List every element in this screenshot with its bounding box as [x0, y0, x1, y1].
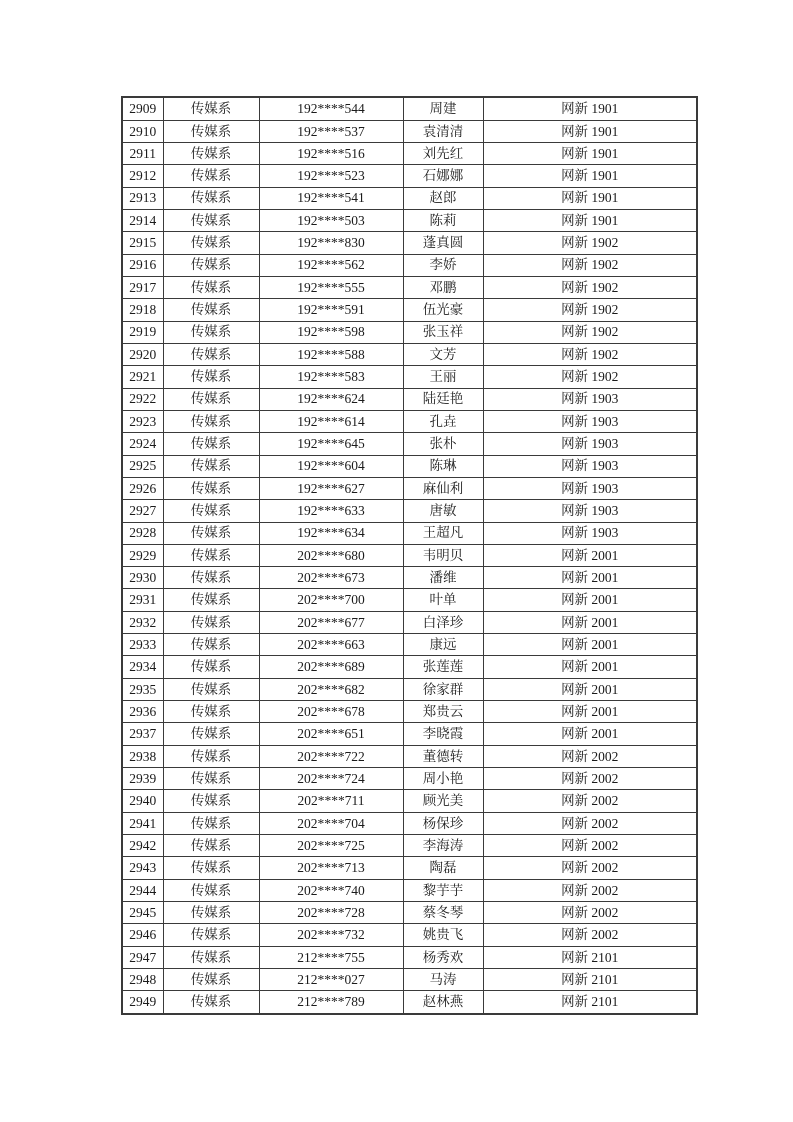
department-cell: 传媒系 — [163, 232, 259, 254]
name-cell: 麻仙利 — [403, 477, 483, 499]
student-roster-table — [121, 96, 698, 1015]
department-cell: 传媒系 — [163, 790, 259, 812]
table-row — [122, 634, 697, 656]
student-id-cell: 212****789 — [259, 991, 403, 1014]
name-cell: 康远 — [403, 634, 483, 656]
student-id-cell: 202****700 — [259, 589, 403, 611]
table-row — [122, 567, 697, 589]
class-cell: 网新 1902 — [483, 343, 697, 365]
serial-cell: 2921 — [122, 366, 163, 388]
name-cell: 徐家群 — [403, 678, 483, 700]
department-cell: 传媒系 — [163, 522, 259, 544]
name-cell: 石娜娜 — [403, 165, 483, 187]
name-cell: 陆廷艳 — [403, 388, 483, 410]
class-cell: 网新 1901 — [483, 165, 697, 187]
table-row — [122, 254, 697, 276]
student-id-cell: 192****544 — [259, 97, 403, 120]
department-cell: 传媒系 — [163, 120, 259, 142]
student-id-cell: 192****604 — [259, 455, 403, 477]
serial-cell: 2939 — [122, 768, 163, 790]
class-cell: 网新 1902 — [483, 276, 697, 298]
student-id-cell: 202****663 — [259, 634, 403, 656]
department-cell: 传媒系 — [163, 589, 259, 611]
serial-cell: 2949 — [122, 991, 163, 1014]
serial-cell: 2909 — [122, 97, 163, 120]
class-cell: 网新 2001 — [483, 701, 697, 723]
class-cell: 网新 2001 — [483, 656, 697, 678]
student-id-cell: 192****503 — [259, 209, 403, 231]
department-cell: 传媒系 — [163, 209, 259, 231]
name-cell: 李娇 — [403, 254, 483, 276]
serial-cell: 2942 — [122, 835, 163, 857]
table-row — [122, 812, 697, 834]
table-row — [122, 969, 697, 991]
class-cell: 网新 1901 — [483, 209, 697, 231]
department-cell: 传媒系 — [163, 366, 259, 388]
department-cell: 传媒系 — [163, 455, 259, 477]
name-cell: 马涛 — [403, 969, 483, 991]
class-cell: 网新 2002 — [483, 812, 697, 834]
serial-cell: 2911 — [122, 142, 163, 164]
serial-cell: 2929 — [122, 544, 163, 566]
department-cell: 传媒系 — [163, 165, 259, 187]
class-cell: 网新 2101 — [483, 969, 697, 991]
serial-cell: 2916 — [122, 254, 163, 276]
table-row — [122, 343, 697, 365]
table-row — [122, 857, 697, 879]
student-id-cell: 202****724 — [259, 768, 403, 790]
table-row — [122, 299, 697, 321]
table-row — [122, 589, 697, 611]
table-row — [122, 455, 697, 477]
department-cell: 传媒系 — [163, 723, 259, 745]
department-cell: 传媒系 — [163, 97, 259, 120]
name-cell: 王超凡 — [403, 522, 483, 544]
serial-cell: 2943 — [122, 857, 163, 879]
table-row — [122, 165, 697, 187]
serial-cell: 2912 — [122, 165, 163, 187]
serial-cell: 2933 — [122, 634, 163, 656]
department-cell: 传媒系 — [163, 276, 259, 298]
serial-cell: 2928 — [122, 522, 163, 544]
student-id-cell: 192****624 — [259, 388, 403, 410]
student-id-cell: 192****516 — [259, 142, 403, 164]
class-cell: 网新 1903 — [483, 500, 697, 522]
serial-cell: 2944 — [122, 879, 163, 901]
serial-cell: 2932 — [122, 611, 163, 633]
table-row — [122, 232, 697, 254]
class-cell: 网新 1901 — [483, 142, 697, 164]
table-row — [122, 924, 697, 946]
table-row — [122, 902, 697, 924]
student-id-cell: 192****614 — [259, 410, 403, 432]
class-cell: 网新 2001 — [483, 567, 697, 589]
class-cell: 网新 1903 — [483, 477, 697, 499]
table-row — [122, 209, 697, 231]
name-cell: 韦明贝 — [403, 544, 483, 566]
class-cell: 网新 2002 — [483, 902, 697, 924]
class-cell: 网新 1903 — [483, 388, 697, 410]
student-id-cell: 192****588 — [259, 343, 403, 365]
table-row — [122, 477, 697, 499]
serial-cell: 2945 — [122, 902, 163, 924]
class-cell: 网新 2002 — [483, 835, 697, 857]
department-cell: 传媒系 — [163, 969, 259, 991]
name-cell: 邓鹏 — [403, 276, 483, 298]
serial-cell: 2922 — [122, 388, 163, 410]
department-cell: 传媒系 — [163, 321, 259, 343]
serial-cell: 2926 — [122, 477, 163, 499]
name-cell: 白泽珍 — [403, 611, 483, 633]
class-cell: 网新 1902 — [483, 321, 697, 343]
class-cell: 网新 1902 — [483, 299, 697, 321]
serial-cell: 2934 — [122, 656, 163, 678]
class-cell: 网新 2002 — [483, 745, 697, 767]
table-row — [122, 388, 697, 410]
class-cell: 网新 1903 — [483, 455, 697, 477]
table-row — [122, 410, 697, 432]
name-cell: 杨秀欢 — [403, 946, 483, 968]
serial-cell: 2940 — [122, 790, 163, 812]
class-cell: 网新 1901 — [483, 187, 697, 209]
student-id-cell: 202****673 — [259, 567, 403, 589]
serial-cell: 2925 — [122, 455, 163, 477]
name-cell: 陈莉 — [403, 209, 483, 231]
name-cell: 李海涛 — [403, 835, 483, 857]
department-cell: 传媒系 — [163, 924, 259, 946]
student-id-cell: 212****755 — [259, 946, 403, 968]
serial-cell: 2924 — [122, 433, 163, 455]
serial-cell: 2937 — [122, 723, 163, 745]
table-row — [122, 656, 697, 678]
student-id-cell: 202****713 — [259, 857, 403, 879]
table-row — [122, 97, 697, 120]
department-cell: 传媒系 — [163, 433, 259, 455]
name-cell: 陈琳 — [403, 455, 483, 477]
class-cell: 网新 2001 — [483, 589, 697, 611]
student-id-cell: 202****680 — [259, 544, 403, 566]
name-cell: 黎芋芋 — [403, 879, 483, 901]
serial-cell: 2930 — [122, 567, 163, 589]
table-row — [122, 544, 697, 566]
table-row — [122, 321, 697, 343]
student-id-cell: 202****677 — [259, 611, 403, 633]
department-cell: 传媒系 — [163, 991, 259, 1014]
student-id-cell: 202****689 — [259, 656, 403, 678]
class-cell: 网新 1903 — [483, 410, 697, 432]
department-cell: 传媒系 — [163, 477, 259, 499]
serial-cell: 2920 — [122, 343, 163, 365]
class-cell: 网新 2002 — [483, 768, 697, 790]
student-id-cell: 202****732 — [259, 924, 403, 946]
name-cell: 伍光豪 — [403, 299, 483, 321]
table-row — [122, 366, 697, 388]
department-cell: 传媒系 — [163, 857, 259, 879]
serial-cell: 2927 — [122, 500, 163, 522]
table-row — [122, 701, 697, 723]
student-id-cell: 202****740 — [259, 879, 403, 901]
name-cell: 张莲莲 — [403, 656, 483, 678]
serial-cell: 2915 — [122, 232, 163, 254]
class-cell: 网新 1903 — [483, 433, 697, 455]
class-cell: 网新 2001 — [483, 634, 697, 656]
student-id-cell: 202****711 — [259, 790, 403, 812]
class-cell: 网新 2002 — [483, 879, 697, 901]
name-cell: 唐敏 — [403, 500, 483, 522]
table-row — [122, 879, 697, 901]
serial-cell: 2936 — [122, 701, 163, 723]
table-row — [122, 835, 697, 857]
department-cell: 传媒系 — [163, 544, 259, 566]
department-cell: 传媒系 — [163, 812, 259, 834]
name-cell: 蓬真圆 — [403, 232, 483, 254]
class-cell: 网新 2001 — [483, 544, 697, 566]
department-cell: 传媒系 — [163, 299, 259, 321]
student-id-cell: 192****627 — [259, 477, 403, 499]
table-row — [122, 768, 697, 790]
department-cell: 传媒系 — [163, 343, 259, 365]
student-id-cell: 202****651 — [259, 723, 403, 745]
department-cell: 传媒系 — [163, 768, 259, 790]
department-cell: 传媒系 — [163, 254, 259, 276]
serial-cell: 2948 — [122, 969, 163, 991]
name-cell: 张朴 — [403, 433, 483, 455]
student-id-cell: 192****537 — [259, 120, 403, 142]
class-cell: 网新 2101 — [483, 946, 697, 968]
class-cell: 网新 1901 — [483, 97, 697, 120]
student-id-cell: 192****523 — [259, 165, 403, 187]
name-cell: 蔡冬琴 — [403, 902, 483, 924]
name-cell: 李晓霞 — [403, 723, 483, 745]
class-cell: 网新 2002 — [483, 790, 697, 812]
name-cell: 王丽 — [403, 366, 483, 388]
department-cell: 传媒系 — [163, 835, 259, 857]
department-cell: 传媒系 — [163, 142, 259, 164]
name-cell: 袁清清 — [403, 120, 483, 142]
table-row — [122, 187, 697, 209]
department-cell: 传媒系 — [163, 500, 259, 522]
serial-cell: 2919 — [122, 321, 163, 343]
serial-cell: 2917 — [122, 276, 163, 298]
class-cell: 网新 1902 — [483, 366, 697, 388]
class-cell: 网新 2002 — [483, 924, 697, 946]
class-cell: 网新 2001 — [483, 678, 697, 700]
department-cell: 传媒系 — [163, 567, 259, 589]
name-cell: 刘先红 — [403, 142, 483, 164]
name-cell: 孔垚 — [403, 410, 483, 432]
name-cell: 赵郎 — [403, 187, 483, 209]
class-cell: 网新 2101 — [483, 991, 697, 1014]
department-cell: 传媒系 — [163, 611, 259, 633]
name-cell: 周小艳 — [403, 768, 483, 790]
department-cell: 传媒系 — [163, 388, 259, 410]
table-row — [122, 433, 697, 455]
serial-cell: 2931 — [122, 589, 163, 611]
serial-cell: 2947 — [122, 946, 163, 968]
department-cell: 传媒系 — [163, 879, 259, 901]
table-row — [122, 142, 697, 164]
table-row — [122, 790, 697, 812]
name-cell: 姚贵飞 — [403, 924, 483, 946]
student-id-cell: 192****633 — [259, 500, 403, 522]
student-id-cell: 202****678 — [259, 701, 403, 723]
student-id-cell: 192****645 — [259, 433, 403, 455]
table-row — [122, 611, 697, 633]
student-id-cell: 192****541 — [259, 187, 403, 209]
department-cell: 传媒系 — [163, 946, 259, 968]
table-row — [122, 120, 697, 142]
name-cell: 郑贵云 — [403, 701, 483, 723]
name-cell: 董德转 — [403, 745, 483, 767]
student-id-cell: 212****027 — [259, 969, 403, 991]
name-cell: 张玉祥 — [403, 321, 483, 343]
table-row — [122, 946, 697, 968]
serial-cell: 2914 — [122, 209, 163, 231]
name-cell: 陶磊 — [403, 857, 483, 879]
student-table-body — [122, 97, 697, 1014]
class-cell: 网新 1903 — [483, 522, 697, 544]
table-row — [122, 522, 697, 544]
student-id-cell: 202****682 — [259, 678, 403, 700]
department-cell: 传媒系 — [163, 656, 259, 678]
department-cell: 传媒系 — [163, 701, 259, 723]
name-cell: 潘维 — [403, 567, 483, 589]
name-cell: 顾光美 — [403, 790, 483, 812]
table-row — [122, 723, 697, 745]
name-cell: 文芳 — [403, 343, 483, 365]
student-id-cell: 202****728 — [259, 902, 403, 924]
student-id-cell: 192****830 — [259, 232, 403, 254]
class-cell: 网新 1901 — [483, 120, 697, 142]
student-id-cell: 192****583 — [259, 366, 403, 388]
student-id-cell: 192****555 — [259, 276, 403, 298]
serial-cell: 2910 — [122, 120, 163, 142]
department-cell: 传媒系 — [163, 634, 259, 656]
table-row — [122, 745, 697, 767]
class-cell: 网新 2001 — [483, 723, 697, 745]
student-id-cell: 202****725 — [259, 835, 403, 857]
class-cell: 网新 2001 — [483, 611, 697, 633]
department-cell: 传媒系 — [163, 902, 259, 924]
student-id-cell: 192****562 — [259, 254, 403, 276]
department-cell: 传媒系 — [163, 678, 259, 700]
serial-cell: 2946 — [122, 924, 163, 946]
department-cell: 传媒系 — [163, 745, 259, 767]
student-id-cell: 202****704 — [259, 812, 403, 834]
serial-cell: 2938 — [122, 745, 163, 767]
department-cell: 传媒系 — [163, 187, 259, 209]
table-row — [122, 678, 697, 700]
class-cell: 网新 2002 — [483, 857, 697, 879]
department-cell: 传媒系 — [163, 410, 259, 432]
table-row — [122, 276, 697, 298]
name-cell: 叶单 — [403, 589, 483, 611]
serial-cell: 2913 — [122, 187, 163, 209]
name-cell: 杨保珍 — [403, 812, 483, 834]
serial-cell: 2918 — [122, 299, 163, 321]
class-cell: 网新 1902 — [483, 254, 697, 276]
table-row — [122, 991, 697, 1014]
student-id-cell: 192****634 — [259, 522, 403, 544]
name-cell: 周建 — [403, 97, 483, 120]
serial-cell: 2923 — [122, 410, 163, 432]
name-cell: 赵林燕 — [403, 991, 483, 1014]
class-cell: 网新 1902 — [483, 232, 697, 254]
student-id-cell: 202****722 — [259, 745, 403, 767]
student-id-cell: 192****591 — [259, 299, 403, 321]
serial-cell: 2935 — [122, 678, 163, 700]
student-id-cell: 192****598 — [259, 321, 403, 343]
serial-cell: 2941 — [122, 812, 163, 834]
table-row — [122, 500, 697, 522]
